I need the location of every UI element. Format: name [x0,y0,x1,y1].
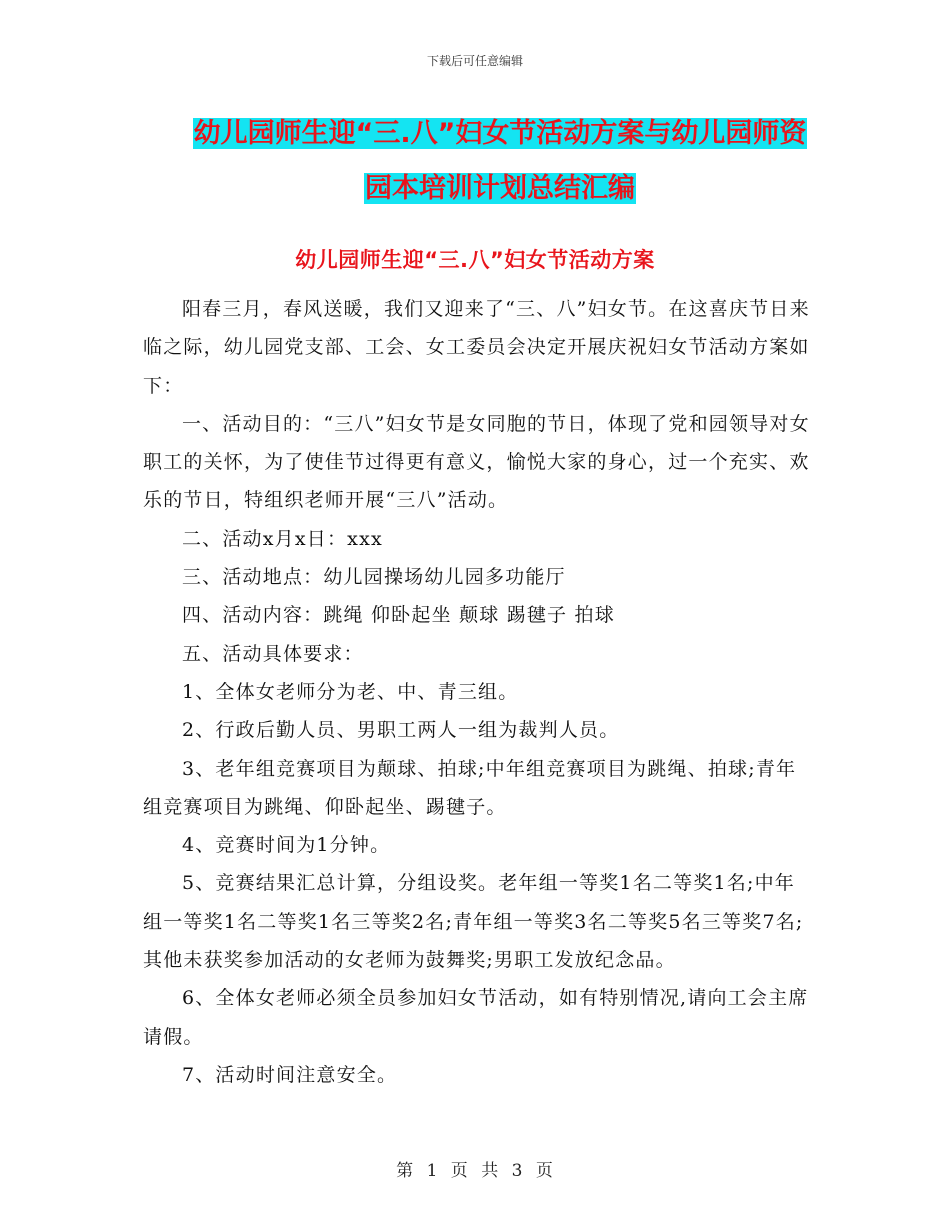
paragraph-date: 二、活动x月x日：xxx [181,527,383,550]
paragraph-item-3: 3、老年组竞赛项目为颠球、拍球;中年组竞赛项目为跳绳、拍球;青年组竞赛项目为跳绳、仰卧起坐、踢毽子。 [143,757,797,818]
paragraph-location: 三、活动地点：幼儿园操场幼儿园多功能厅 [181,566,566,589]
paragraph-item-7: 7、活动时间注意安全。 [181,1063,398,1086]
header-note: 下载后可任意编辑 [426,54,523,68]
document-title-line-1: 幼儿园师生迎“三.八”妇女节活动方案与幼儿园师资 [193,118,807,149]
paragraph-item-4: 4、竞赛时间为1分钟。 [181,834,391,857]
paragraph-item-5: 5、竞赛结果汇总计算，分组设奖。老年组一等奖1名二等奖1名;中年组一等奖1名二等奖1名三等奖2名;青年组一等奖3名二等奖5名三等奖7名;其他未获奖参加活动的女老师为鼓舞奖;男职工发放纪念品。 [143,872,804,972]
paragraph-intro: 阳春三月，春风送暖，我们又迎来了“三、八”妇女节。在这喜庆节日来临之际，幼儿园党支部、工会、女工委员会决定开展庆祝妇女节活动方案如下： [143,298,810,397]
section-title: 幼儿园师生迎“三.八”妇女节活动方案 [295,248,655,272]
document-body [143,290,811,1094]
paragraph-purpose: 一、活动目的：“三八”妇女节是女同胞的节日，体现了党和园领导对女职工的关怀，为了使佳节过得更有意义，愉悦大家的身心，过一个充实、欢乐的节日，特组织老师开展“三八”活动。 [143,412,810,512]
paragraph-requirements: 五、活动具体要求： [181,642,364,665]
paragraph-item-6: 6、全体女老师必须全员参加妇女节活动，如有特别情况,请向工会主席请假。 [143,987,809,1048]
paragraph-content: 四、活动内容：跳绳 仰卧起坐 颠球 踢毽子 拍球 [181,604,615,627]
document-title [150,106,850,216]
page-footer: 第 1 页 共 3 页 [396,1161,554,1181]
paragraph-item-2: 2、行政后勤人员、男职工两人一组为裁判人员。 [181,719,620,742]
paragraph-item-1: 1、全体女老师分为老、中、青三组。 [181,680,519,703]
document-title-line-2: 园本培训计划总结汇编 [365,173,635,204]
